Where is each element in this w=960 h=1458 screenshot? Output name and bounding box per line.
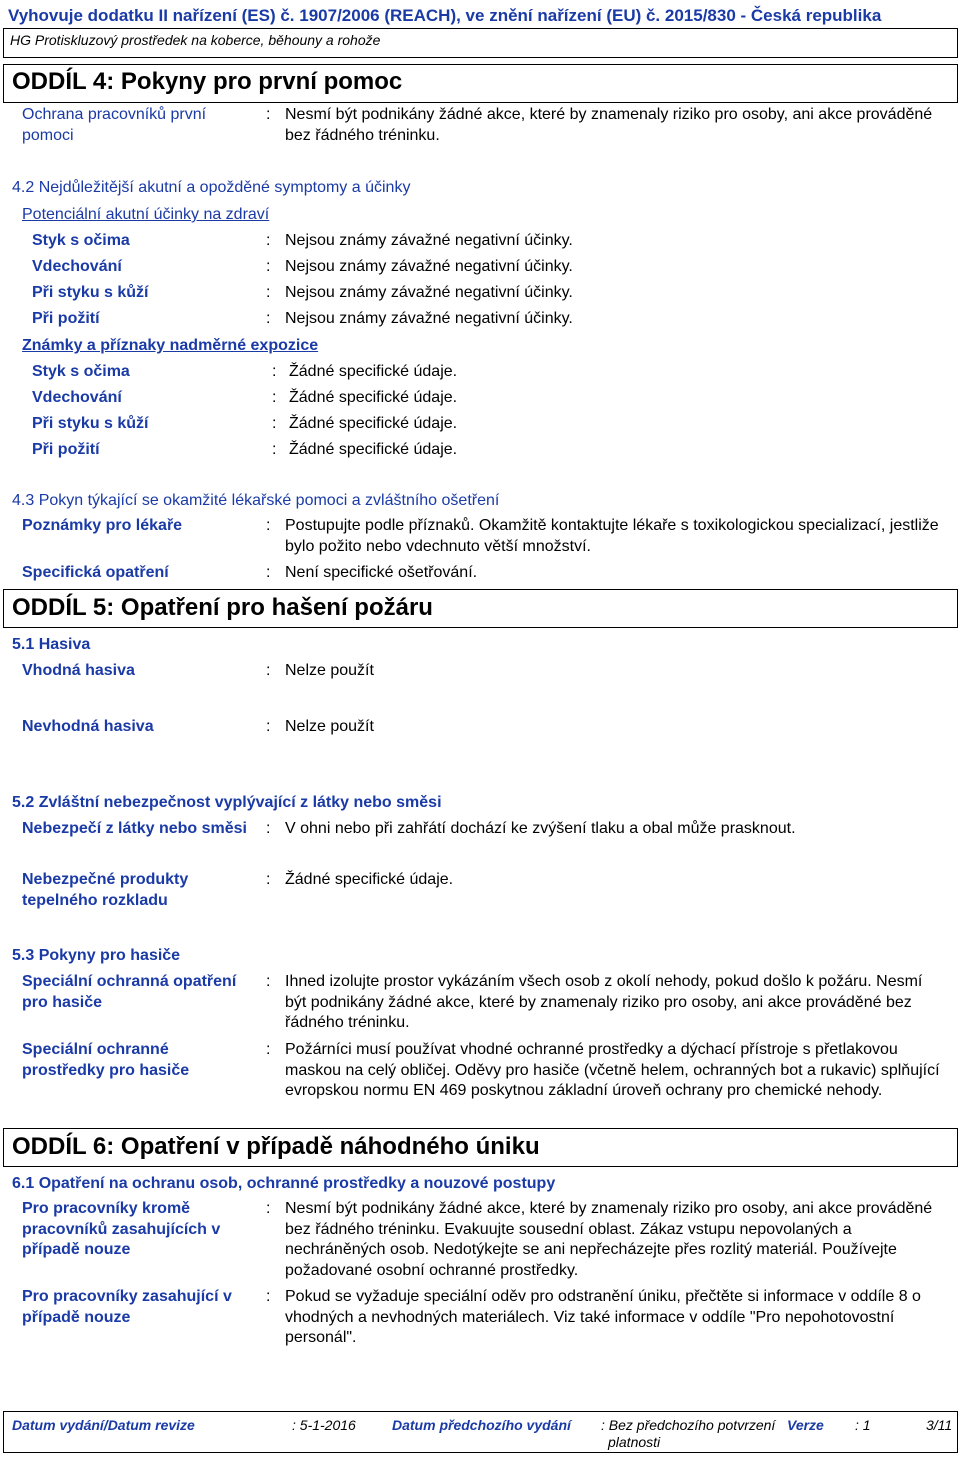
colon: : — [266, 517, 271, 534]
colon: : — [272, 415, 277, 432]
firefighter-measures-value: Ihned izolujte prostor vykázáním všech osob z okolí nehody, pokud došlo k požáru. Nesmí být podnikány žádné akce, které by znamenaly riziko pro osoby, ani akce prováděné bez řádného tréninku. — [285, 973, 923, 1031]
acute-skin-label: Při styku s kůží — [32, 284, 149, 301]
product-name: HG Protiskluzový prostředek na koberce, běhouny a rohože — [10, 32, 381, 48]
firefighter-measures-label: Speciální ochranná opatření pro hasiče — [22, 973, 237, 1011]
colon: : — [266, 564, 271, 581]
specific-treatment-value: Není specifické ošetřování. — [285, 564, 478, 581]
doctor-notes-value: Postupujte podle příznaků. Okamžitě kontaktujte lékaře s toxikologickou specializací, jestliže bylo požito nebo vdechnuto větší množství. — [285, 517, 939, 555]
exposure-inhalation-label: Vdechování — [32, 389, 122, 406]
colon: : — [266, 106, 271, 123]
previous-issue-value-cont: platnosti — [608, 1434, 661, 1450]
acute-inhalation-value: Nejsou známy závažné negativní účinky. — [285, 258, 573, 275]
emergency-responders-label: Pro pracovníky zasahující v případě nouze — [22, 1288, 232, 1326]
section-6-title: ODDÍL 6: Opatření v případě náhodného úniku — [12, 1133, 540, 1160]
decomposition-products-value: Žádné specifické údaje. — [285, 871, 454, 888]
suitable-media-value: Nelze použít — [285, 662, 374, 679]
unsuitable-media-label: Nevhodná hasiva — [22, 718, 154, 735]
exposure-ingestion-value: Žádné specifické údaje. — [289, 441, 458, 458]
exposure-inhalation-value: Žádné specifické údaje. — [289, 389, 458, 406]
subsection-5-1-title: 5.1 Hasiva — [12, 636, 91, 653]
subsection-4-2-title: 4.2 Nejdůležitější akutní a opožděné symptomy a účinky — [12, 179, 411, 196]
colon: : — [272, 363, 277, 380]
acute-ingestion-value: Nejsou známy závažné negativní účinky. — [285, 310, 573, 327]
first-aid-protection-value: Nesmí být podnikány žádné akce, které by znamenaly riziko pro osoby, ani akce prováděné bez řádného tréninku. — [285, 106, 933, 144]
colon: : — [266, 232, 271, 249]
page-number: 3/11 — [926, 1417, 953, 1433]
overexposure-title: Známky a příznaky nadměrné expozice — [22, 337, 319, 354]
colon: : — [266, 1200, 271, 1217]
acute-eye-value: Nejsou známy závažné negativní účinky. — [285, 232, 573, 249]
first-aid-protection-label: Ochrana pracovníků první pomoci — [22, 106, 207, 144]
acute-skin-value: Nejsou známy závažné negativní účinky. — [285, 284, 573, 301]
colon: : — [266, 310, 271, 327]
section-5-title: ODDÍL 5: Opatření pro hašení požáru — [12, 594, 433, 621]
firefighter-equipment-value: Požárníci musí používat vhodné ochranné prostředky a dýchací přístroje s přetlakovou maskou na celý obličej. Oděvy pro hasiče (včetně helem, ochranných bot a rukavic) splňující evropskou normu EN 469 poskytnou základní úroveň ochrany pro chemické nehody. — [285, 1041, 940, 1099]
mixture-hazard-label: Nebezpečí z látky nebo směsi — [22, 820, 247, 837]
subsection-5-2-title: 5.2 Zvláštní nebezpečnost vyplývající z látky nebo směsi — [12, 794, 442, 811]
exposure-skin-label: Při styku s kůží — [32, 415, 149, 432]
acute-ingestion-label: Při požití — [32, 310, 100, 327]
subsection-4-3-title: 4.3 Pokyn týkající se okamžité lékařské pomoci a zvláštního ošetření — [12, 492, 500, 509]
acute-inhalation-label: Vdechování — [32, 258, 122, 275]
suitable-media-label: Vhodná hasiva — [22, 662, 135, 679]
subsection-5-3-title: 5.3 Pokyny pro hasiče — [12, 947, 181, 964]
previous-issue-value: : Bez předchozího potvrzení — [601, 1417, 776, 1433]
colon: : — [266, 820, 271, 837]
version-label: Verze — [787, 1417, 824, 1433]
colon: : — [266, 662, 271, 679]
decomposition-products-label: Nebezpečné produkty tepelného rozkladu — [22, 871, 189, 909]
issue-date-value: : 5-1-2016 — [292, 1417, 356, 1433]
colon: : — [272, 389, 277, 406]
version-value: : 1 — [855, 1417, 871, 1433]
colon: : — [266, 1041, 271, 1058]
subsection-6-1-title: 6.1 Opatření na ochranu osob, ochranné prostředky a nouzové postupy — [12, 1175, 556, 1192]
mixture-hazard-value: V ohni nebo při zahřátí dochází ke zvýšení tlaku a obal může prasknout. — [285, 820, 796, 837]
colon: : — [266, 258, 271, 275]
non-emergency-personnel-label: Pro pracovníky kromě pracovníků zasahujících v případě nouze — [22, 1200, 221, 1258]
firefighter-equipment-label: Speciální ochranné prostředky pro hasiče — [22, 1041, 190, 1079]
exposure-skin-value: Žádné specifické údaje. — [289, 415, 458, 432]
colon: : — [266, 284, 271, 301]
unsuitable-media-value: Nelze použít — [285, 718, 374, 735]
emergency-responders-value: Pokud se vyžaduje speciální oděv pro odstranění úniku, přečtěte si informace v oddíle 8 o vhodných a nevhodných materiálech. Viz také informace v oddíle "Pro nepohotovostní personál". — [285, 1288, 921, 1346]
acute-eye-label: Styk s očima — [32, 232, 130, 249]
section-4-title: ODDÍL 4: Pokyny pro první pomoc — [12, 68, 403, 95]
colon: : — [266, 718, 271, 735]
previous-issue-label: Datum předchozího vydání — [392, 1417, 571, 1433]
doctor-notes-label: Poznámky pro lékaře — [22, 517, 183, 534]
specific-treatment-label: Specifická opatření — [22, 564, 169, 581]
colon: : — [266, 973, 271, 990]
colon: : — [266, 871, 271, 888]
exposure-ingestion-label: Při požití — [32, 441, 100, 458]
exposure-eye-value: Žádné specifické údaje. — [289, 363, 458, 380]
exposure-eye-label: Styk s očima — [32, 363, 130, 380]
acute-effects-title: Potenciální akutní účinky na zdraví — [22, 206, 270, 223]
non-emergency-personnel-value: Nesmí být podnikány žádné akce, které by znamenaly riziko pro osoby, ani akce prováděné bez řádného tréninku. Evakuujte sousední oblast. Zákaz vstupu nepovolaných a nechráněných osob. Nedotýkejte se ani nepřecházejte přes rozlitý materiál. Používejte požadované osobní ochranné prostředky. — [285, 1200, 933, 1279]
colon: : — [272, 441, 277, 458]
document-header-title: Vyhovuje dodatku II nařízení (ES) č. 1907/2006 (REACH), ve znění nařízení (EU) č. 2015/830 - Česká republika — [8, 6, 882, 25]
colon: : — [266, 1288, 271, 1305]
issue-date-label: Datum vydání/Datum revize — [12, 1417, 195, 1433]
